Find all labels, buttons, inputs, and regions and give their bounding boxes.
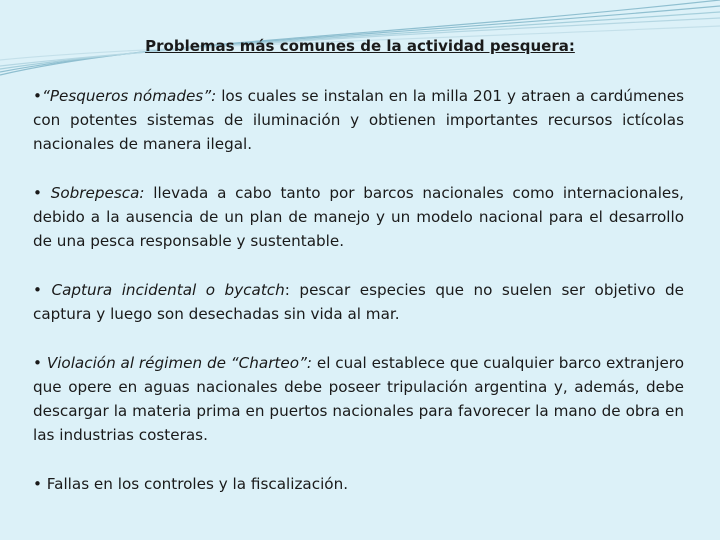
bullet: • xyxy=(33,87,42,105)
bullet: • xyxy=(33,354,42,372)
item-text: los cuales se instalan en la milla 201 y atraen a cardúmenes con potentes sistemas de iluminación y obtienen importantes recursos ictícolas nacionales de manera ilegal. xyxy=(33,87,684,153)
list-item xyxy=(33,181,684,253)
bullet: • xyxy=(33,184,42,202)
item-term: Violación al régimen de “Charteo”: xyxy=(46,354,313,372)
bullet-list xyxy=(33,84,684,521)
item-text: : pescar especies que no suelen ser objetivo de captura y luego son desechadas sin vida al mar. xyxy=(33,281,685,323)
item-term: “Pesqueros nómades”: xyxy=(41,87,217,105)
item-term: Captura incidental o bycatch xyxy=(51,281,285,299)
list-item xyxy=(33,84,684,156)
item-text: el cual establece que cualquier barco extranjero que opere en aguas nacionales debe poseer tripulación argentina y, además, debe descargar la materia prima en puertos nacionales para favorecer la mano de obra en las industrias costeras. xyxy=(33,354,684,444)
bullet: • xyxy=(33,475,42,493)
list-item xyxy=(33,351,684,447)
list-item xyxy=(33,278,684,326)
bullet: • xyxy=(33,281,42,299)
item-term: Sobrepesca: xyxy=(50,184,145,202)
item-text: Fallas en los controles y la fiscalización. xyxy=(46,475,349,493)
list-item xyxy=(33,472,684,496)
slide-title: Problemas más comunes de la actividad pesquera: xyxy=(145,37,575,55)
item-text: llevada a cabo tanto por barcos nacionales como internacionales, debido a la ausencia de un plan de manejo y un modelo nacional para el desarrollo de una pesca responsable y sustentable. xyxy=(33,184,684,250)
